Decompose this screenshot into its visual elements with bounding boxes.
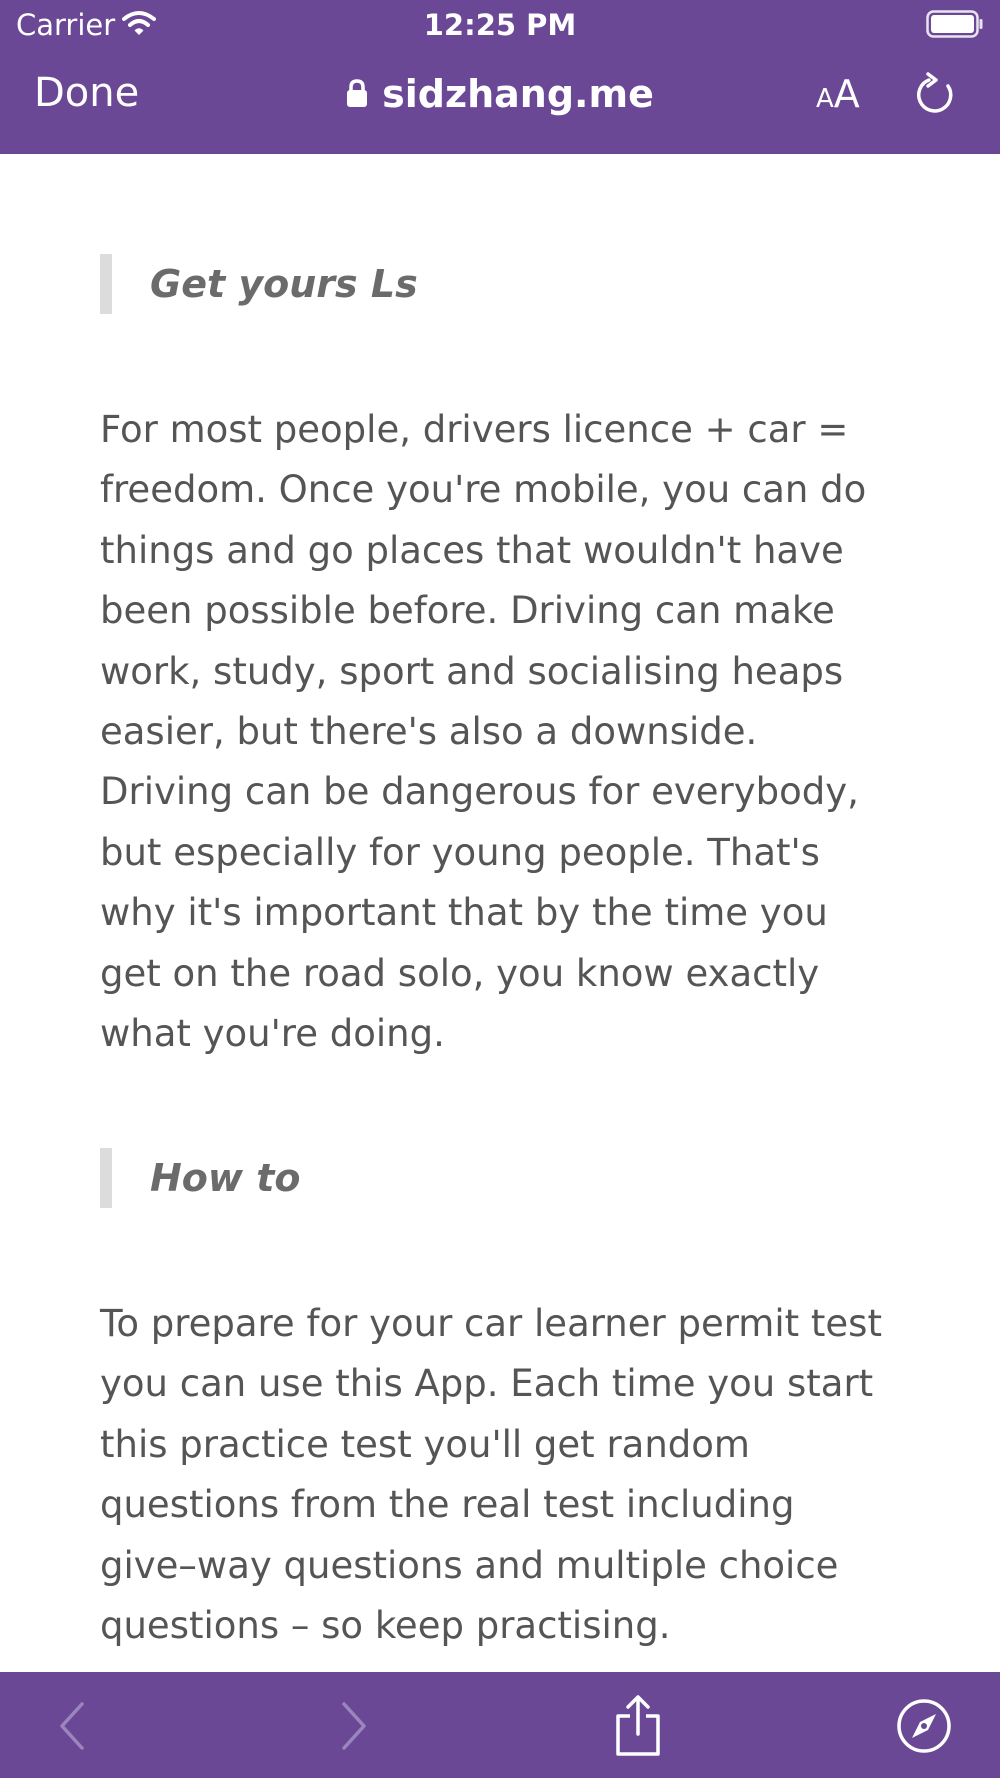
text-size-button[interactable] xyxy=(816,72,860,116)
lock-icon xyxy=(346,78,368,108)
url-text: sidzhang.me xyxy=(382,72,654,116)
article-content xyxy=(0,154,1000,1672)
browser-toolbar xyxy=(0,1672,1000,1778)
compass-icon[interactable] xyxy=(896,1694,952,1758)
carrier-label: Carrier xyxy=(16,8,116,42)
section-heading: Get yours Ls xyxy=(100,254,900,314)
status-time: 12:25 PM xyxy=(423,8,577,42)
share-icon[interactable] xyxy=(612,1694,664,1758)
text-size-small-glyph: A xyxy=(816,84,834,114)
top-chrome xyxy=(0,0,1000,154)
status-bar xyxy=(0,0,1000,50)
text-size-large-glyph: A xyxy=(833,72,860,116)
browser-nav-bar xyxy=(0,50,1000,154)
reload-icon[interactable] xyxy=(913,70,959,118)
section-heading: How to xyxy=(100,1148,900,1208)
chevron-left-icon[interactable] xyxy=(52,1694,92,1758)
chevron-right-icon[interactable] xyxy=(334,1694,374,1758)
section-body: To prepare for your car learner permit test you can use this App. Each time you start this practice test you'll get random questions from the real test including give–way questions and multiple choice questions – so keep practising. xyxy=(100,1302,882,1648)
done-button[interactable]: Done xyxy=(34,70,140,116)
section-body: For most people, drivers licence + car = freedom. Once you're mobile, you can do things and go places that wouldn't have been possible before. Driving can make work, study, sport and socialising heaps easier, but there's also a downside. Driving can be dangerous for everybody, but especially for young people. That's why it's important that by the time you get on the road solo, you know exactly what you're doing. xyxy=(100,408,867,1056)
battery-icon xyxy=(926,10,984,38)
